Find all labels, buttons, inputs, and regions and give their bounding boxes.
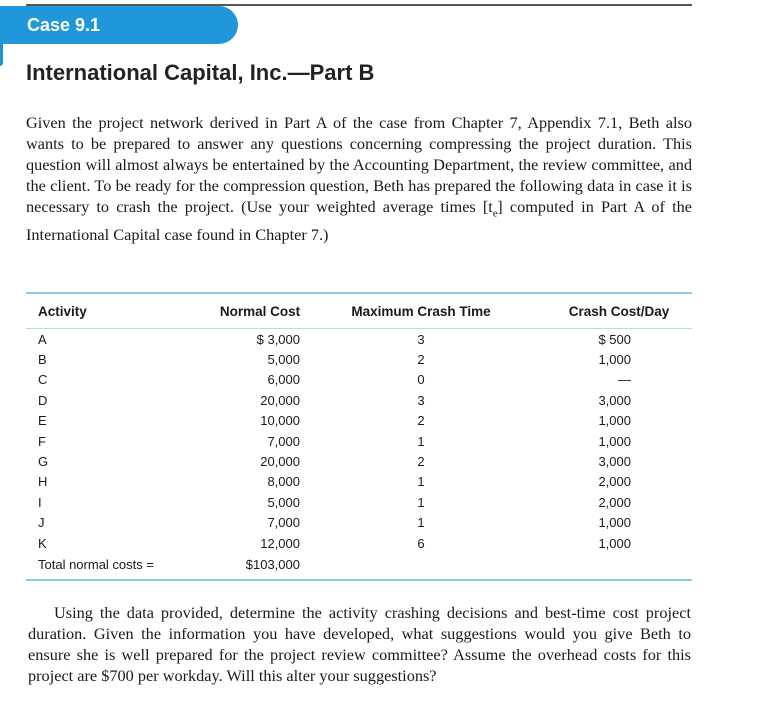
cell-max-crash-time: 1 (417, 515, 425, 531)
cell-crash-cost-day: 1,000 (598, 352, 631, 368)
table-row (26, 492, 692, 512)
cell-activity: K (38, 535, 47, 551)
table-row (26, 451, 692, 471)
cell-crash-cost-day: 3,000 (598, 392, 631, 408)
cell-activity: J (38, 515, 45, 531)
cell-crash-cost-day: 1,000 (598, 433, 631, 449)
table-row (26, 431, 692, 451)
cell-activity: E (38, 413, 47, 429)
cell-crash-cost-day: 3,000 (598, 454, 631, 470)
table-row (26, 533, 692, 553)
cell-max-crash-time: 1 (417, 433, 425, 449)
header-activity: Activity (38, 303, 87, 319)
cell-activity: B (38, 352, 47, 368)
cell-normal-cost: 5,000 (267, 494, 300, 510)
cell-max-crash-time: 2 (417, 413, 425, 429)
cell-crash-cost-day: — (618, 372, 631, 388)
cell-activity: D (38, 392, 48, 408)
cell-activity: F (38, 433, 46, 449)
cell-max-crash-time: 2 (417, 454, 425, 470)
closing-paragraph: Using the data provided, determine the activity crashing decisions and best-time cost project duration. Given the information you have developed, what suggestions would you give Beth to ensure she is well prepared for the project review committee? Assume the overhead costs for this project are $700 per workday. Will this alter your suggestions? (28, 603, 691, 685)
total-row (26, 553, 692, 575)
cell-crash-cost-day: 1,000 (598, 535, 631, 551)
intro-text: Given the project network derived in Part A of the case from Chapter 7, Appendix 7.1, Beth also wants to be prepared to answer any questions concerning compressing the project duration. This question will almost always be entertained by the Accounting Department, the review committee, and the client. To be ready for the compression question, Beth has prepared the following data in case it is necessary to crash the project. (Use your weighted average times [t (26, 113, 692, 216)
cell-max-crash-time: 6 (417, 535, 425, 551)
cell-crash-cost-day: $ 500 (598, 331, 631, 347)
cell-max-crash-time: 3 (417, 331, 425, 347)
total-empty-2 (516, 553, 692, 575)
intro-subscript: e (492, 208, 498, 220)
intro-paragraph (26, 112, 692, 245)
cell-activity: C (38, 372, 48, 388)
cell-normal-cost: 12,000 (260, 535, 300, 551)
table-row (26, 513, 692, 533)
header-max-crash-time: Maximum Crash Time (351, 303, 491, 319)
cell-normal-cost: 5,000 (267, 352, 300, 368)
table-header-row (26, 294, 692, 329)
cell-activity: H (38, 474, 48, 490)
table-row (26, 349, 692, 369)
cell-max-crash-time: 3 (417, 392, 425, 408)
cell-normal-cost: 6,000 (267, 372, 300, 388)
cell-normal-cost: 10,000 (260, 413, 300, 429)
cell-activity: A (38, 331, 47, 347)
table-row (26, 390, 692, 410)
cell-normal-cost: 7,000 (267, 433, 300, 449)
case-title: International Capital, Inc.—Part B (26, 60, 375, 85)
cell-crash-cost-day: 1,000 (598, 515, 631, 531)
table-bottom-rule (26, 579, 692, 581)
table-row (26, 329, 692, 350)
cell-max-crash-time: 2 (417, 352, 425, 368)
table-row (26, 472, 692, 492)
cell-crash-cost-day: 2,000 (598, 494, 631, 510)
intro-text-tail: ] computed in Part A of the International Capital case found in Chapter 7.) (26, 197, 692, 245)
cell-max-crash-time: 1 (417, 474, 425, 490)
total-label: Total normal costs = (38, 556, 154, 572)
cell-normal-cost: 20,000 (260, 454, 300, 470)
cell-normal-cost: $ 3,000 (256, 331, 300, 347)
cell-max-crash-time: 1 (417, 494, 425, 510)
table-row (26, 370, 692, 390)
cell-normal-cost: 20,000 (260, 392, 300, 408)
cell-normal-cost: 7,000 (267, 515, 300, 531)
header-crash-cost-day: Crash Cost/Day (568, 303, 670, 319)
cell-max-crash-time: 0 (417, 372, 425, 388)
cell-crash-cost-day: 2,000 (598, 474, 631, 490)
total-empty-1 (326, 553, 516, 575)
cell-activity: I (38, 494, 42, 510)
cell-crash-cost-day: 1,000 (598, 413, 631, 429)
case-label: Case 9.1 (0, 6, 238, 44)
cell-normal-cost: 8,000 (267, 474, 300, 490)
cost-table (26, 292, 692, 581)
table-row (26, 411, 692, 431)
cell-activity: G (38, 454, 49, 470)
header-normal-cost: Normal Cost (219, 303, 301, 319)
total-value: $103,000 (245, 556, 300, 572)
